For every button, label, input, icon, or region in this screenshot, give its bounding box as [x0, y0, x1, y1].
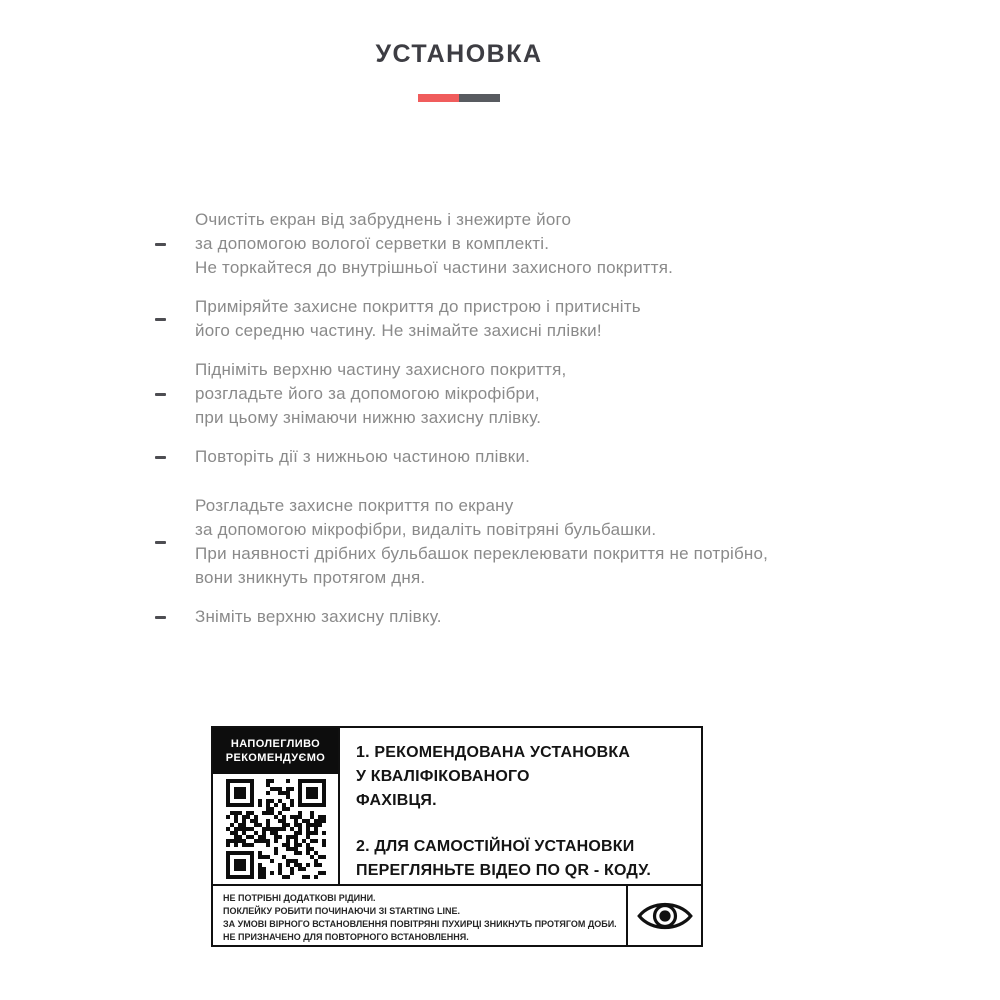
dash-bullet	[155, 318, 195, 321]
footnote-line: ЗА УМОВІ ВІРНОГО ВСТАНОВЛЕННЯ ПОВІТРЯНІ ПУХИРЦІ ЗНИКНУТЬ ПРОТЯГОМ ДОБИ.	[223, 919, 617, 929]
step-text: Зніміть верхню захисну плівку.	[195, 607, 442, 626]
recommendation-box-top	[213, 728, 701, 886]
step-text: Підніміть верхню частину захисного покриття, розгладьте його за допомогою мікрофібри, при цьому знімаючи нижню захисну плівку.	[195, 360, 567, 427]
list-item	[155, 445, 955, 469]
instructions-list	[155, 208, 955, 644]
list-item	[155, 358, 955, 430]
step-text: Повторіть дії з нижньою частиною плівки.	[195, 447, 531, 466]
step-text: Розгладьте захисне покриття по екрану за допомогою мікрофібри, видаліть повітряні бульбашки. При наявності дрібних бульбашок переклеювати покриття не потрібно, вони зникнуть протягом дня.	[195, 496, 769, 587]
dash-bullet	[155, 393, 195, 396]
list-item	[155, 208, 955, 280]
list-item	[155, 494, 955, 590]
dash-bullet	[155, 243, 195, 246]
footnote-line: ПОКЛЕЙКУ РОБИТИ ПОЧИНАЮЧИ ЗІ STARTING LINE.	[223, 906, 461, 916]
divider-red-segment	[418, 94, 459, 102]
badge-line-1: НАПОЛЕГЛИВО	[230, 738, 321, 750]
page-title: УСТАНОВКА	[375, 40, 543, 68]
recommendation-text	[340, 728, 701, 884]
recommendation-item: 1. РЕКОМЕНДОВАНА УСТАНОВКА У КВАЛІФІКОВАНОГО ФАХІВЦЯ.	[356, 744, 631, 809]
recommendation-box-footer	[213, 886, 701, 945]
title-divider	[418, 94, 500, 102]
qr-code-icon	[226, 779, 326, 879]
eye-icon	[636, 897, 694, 935]
dash-bullet	[155, 456, 195, 459]
footnotes	[213, 886, 628, 945]
recommendation-box	[211, 726, 703, 947]
footnote-line: НЕ ПОТРІБНІ ДОДАТКОВІ РІДИНИ.	[223, 893, 376, 903]
strongly-recommend-badge	[213, 728, 338, 774]
list-item	[155, 295, 955, 343]
step-text: Приміряйте захисне покриття до пристрою і притисніть його середню частину. Не знімайте захисні плівки!	[195, 297, 641, 340]
footnote-line: НЕ ПРИЗНАЧЕНО ДЛЯ ПОВТОРНОГО ВСТАНОВЛЕННЯ.	[223, 932, 469, 942]
recommendation-item: 2. ДЛЯ САМОСТІЙНОЇ УСТАНОВКИ ПЕРЕГЛЯНЬТЕ ВІДЕО ПО QR - КОДУ.	[356, 838, 652, 879]
qr-column	[213, 728, 340, 884]
dash-bullet	[155, 541, 195, 544]
step-text: Очистіть екран від забруднень і знежирте його за допомогою вологої серветки в комплекті. Не торкайтеся до внутрішньої частини захисного покриття.	[195, 210, 674, 277]
eye-cell	[628, 886, 701, 945]
list-item	[155, 605, 955, 629]
divider-gray-segment	[459, 94, 500, 102]
dash-bullet	[155, 616, 195, 619]
badge-line-2: РЕКОМЕНДУЄМО	[225, 752, 326, 764]
qr-code-wrap	[213, 774, 338, 884]
